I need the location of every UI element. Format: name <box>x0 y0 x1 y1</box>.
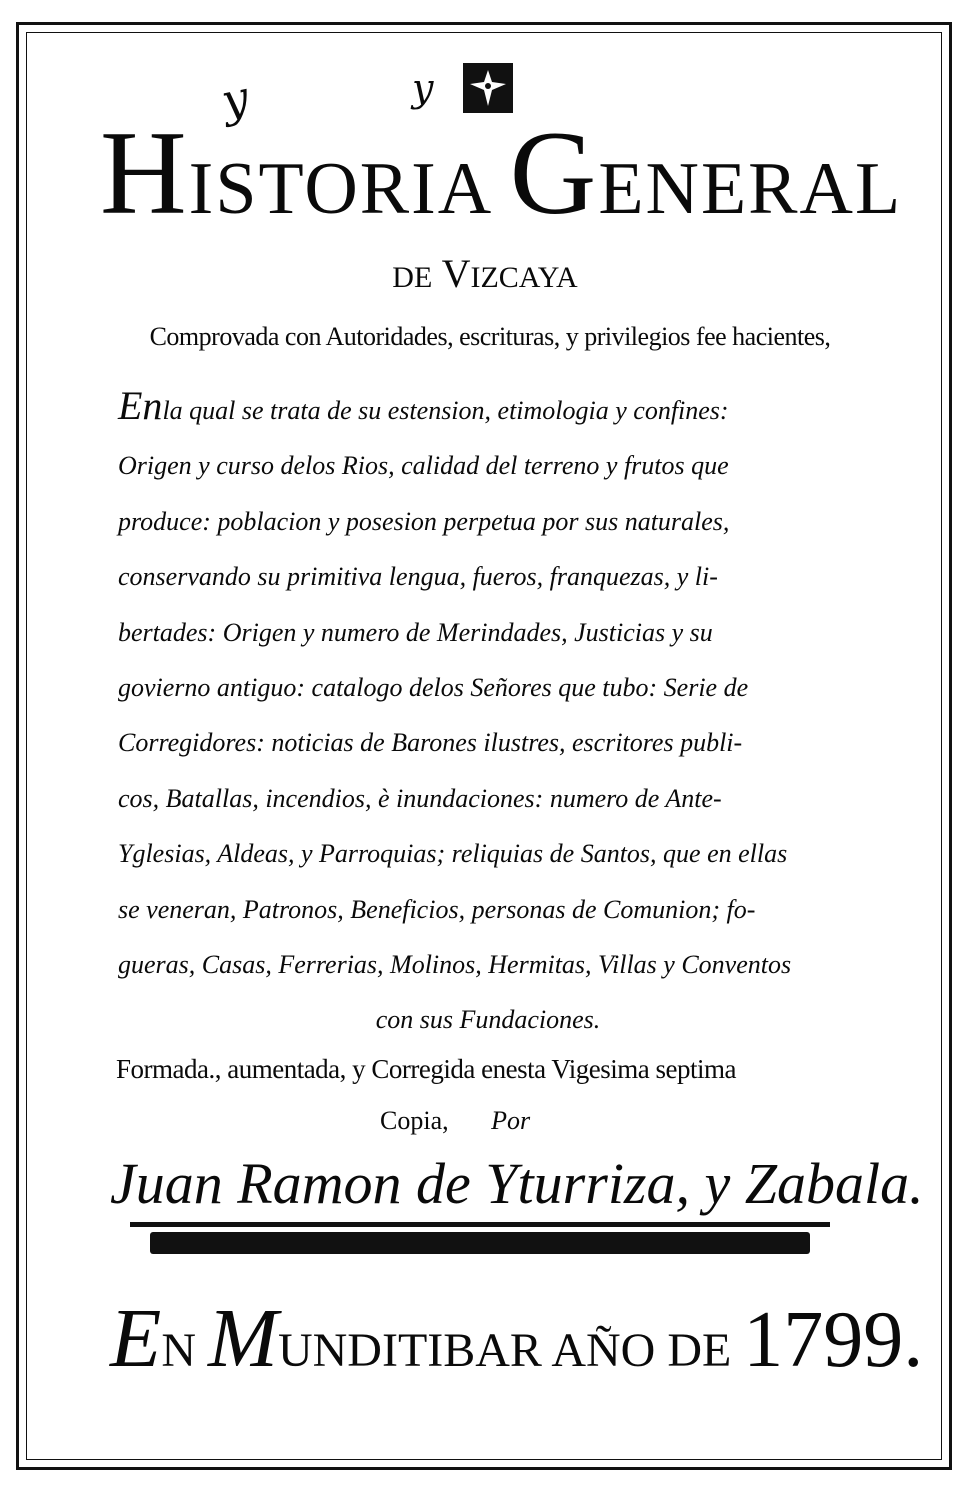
body-line: Enla qual se trata de su estension, etimologia y confines: <box>118 383 729 428</box>
title-word-historia: ISTORIA <box>188 148 490 230</box>
main-title <box>100 104 903 242</box>
subtitle <box>340 250 630 297</box>
title-initial-h: H <box>100 106 189 239</box>
imprint-place-initial: M <box>207 1292 278 1385</box>
copy-line <box>380 1106 680 1136</box>
body-last-line: con sus Fundaciones. <box>375 1005 601 1035</box>
description-paragraph <box>118 378 858 1048</box>
subtitle-vizcaya: IZCAYA <box>470 261 578 294</box>
imprint-place: UNDITIBAR <box>277 1324 542 1377</box>
body-line: govierno antiguo: catalogo delos Señores que tubo: Serie de <box>118 673 749 703</box>
body-line: Yglesias, Aldeas, y Parroquias; reliquias de Santos, que en ellas <box>118 839 788 869</box>
ornamental-rule-top <box>130 1222 830 1227</box>
body-line: produce: poblacion y posesion perpetua por sus naturales, <box>118 506 730 536</box>
body-line: cos, Batallas, incendios, è inundaciones: numero de Ante- <box>118 783 722 813</box>
ornamental-rule-bar <box>150 1232 810 1254</box>
title-word-general: ENERAL <box>598 148 903 230</box>
body-line: bertades: Origen y numero de Merindades, Justicias y su <box>118 617 713 647</box>
body-line: se veneran, Patronos, Beneficios, personas de Comunion; fo- <box>118 894 756 924</box>
tagline: Comprovada con Autoridades, escrituras, y privilegios fee hacientes, <box>149 322 831 351</box>
body-line: Origen y curso delos Rios, calidad del terreno y frutos que <box>118 451 729 481</box>
imprint-en-rest: N <box>161 1324 196 1377</box>
ornament-y-left: y <box>216 69 254 129</box>
por-word: Por <box>491 1106 531 1135</box>
body-line: gueras, Casas, Ferrerias, Molinos, Hermitas, Villas y Conventos <box>118 950 792 980</box>
imprint-year: 1799. <box>743 1296 924 1384</box>
imprint-de: DE <box>667 1324 732 1377</box>
edition-note: Formada., aumentada, y Corregida enesta Vigesima septima <box>116 1054 736 1084</box>
author-name: Juan Ramon de Yturriza, y Zabala. <box>110 1151 924 1216</box>
copia-word: Copia, <box>380 1106 449 1135</box>
imprint-ano-initial: A <box>551 1324 586 1377</box>
subtitle-de: DE <box>392 261 433 294</box>
ornament-y-right: y <box>412 66 434 110</box>
body-first-word: En <box>118 383 163 428</box>
subtitle-initial-v: V <box>441 251 471 296</box>
imprint-ano-rest: ÑO <box>585 1324 656 1377</box>
imprint-en-initial: E <box>110 1292 162 1385</box>
imprint-line <box>110 1290 924 1387</box>
body-line: Corregidores: noticias de Barones ilustres, escritores publi- <box>118 728 743 758</box>
body-line: conservando su primitiva lengua, fueros, franquezas, y li- <box>118 562 718 592</box>
title-initial-g: G <box>509 106 599 239</box>
